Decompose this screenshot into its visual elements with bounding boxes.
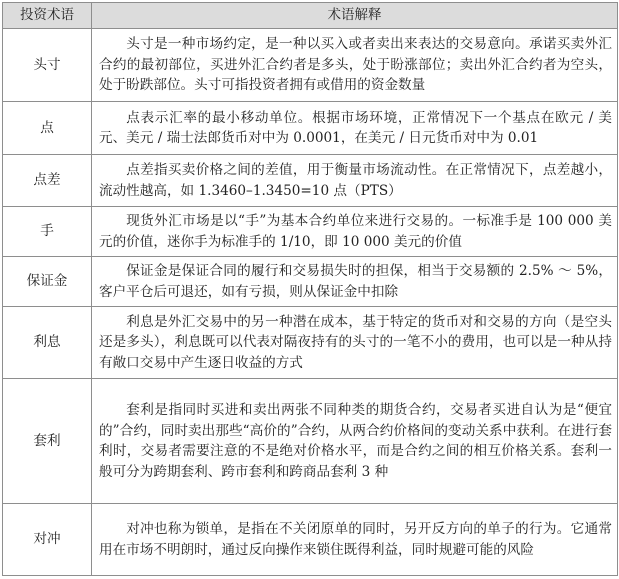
definition-text: 利息是外汇交易中的另一种潜在成本，基于特定的货币对和交易的方向（是空头还是多头），利息既可以代表对隔夜持有的头寸的一笔不小的费用，也可以是一种从持有敞口交易中产生逐日收益的方式 xyxy=(99,313,612,371)
definition-text: 现货外汇市场是以“手”为基本合约单位来进行交易的。一标准手是 100 000 美元的价值，迷你手为标准手的 1/10，即 10 000 美元的价值 xyxy=(99,213,612,250)
definition-text: 对冲也称为锁单，是指在不关闭原单的同时，另开反方向的单子的行为。它通常用在市场不明朗时，通过反向操作来锁住既得利益，同时规避可能的风险 xyxy=(99,521,612,558)
table-row xyxy=(3,257,618,307)
term-cell: 保证金 xyxy=(3,257,92,307)
table-row xyxy=(3,155,618,207)
table-row xyxy=(3,379,618,504)
glossary-table xyxy=(2,2,618,576)
term-cell: 手 xyxy=(3,207,92,257)
definition-text: 头寸是一种市场约定，是一种以买入或者卖出来表达的交易意向。承诺买卖外汇合约的最初部位，买进外汇合约者是多头，处于盼涨部位；卖出外汇合约者为空头，处于盼跌部位。头寸可指投资者拥有或借用的资金数量 xyxy=(99,36,612,94)
table-row xyxy=(3,102,618,155)
table-row xyxy=(3,207,618,257)
term-cell: 对冲 xyxy=(3,504,92,576)
table-header-row xyxy=(3,3,618,29)
definition-cell xyxy=(92,379,618,504)
definition-cell xyxy=(92,257,618,307)
column-header-term: 投资术语 xyxy=(3,3,92,29)
term-cell: 点 xyxy=(3,102,92,155)
definition-cell xyxy=(92,307,618,379)
definition-cell xyxy=(92,504,618,576)
table-row xyxy=(3,307,618,379)
definition-cell xyxy=(92,102,618,155)
table-row xyxy=(3,29,618,102)
definition-text: 点差指买卖价格之间的差值，用于衡量市场流动性。在正常情况下，点差越小，流动性越高，如 1.3460–1.3450=10 点（PTS） xyxy=(99,162,612,199)
term-cell: 头寸 xyxy=(3,29,92,102)
definition-cell xyxy=(92,29,618,102)
table-row xyxy=(3,504,618,576)
term-cell: 利息 xyxy=(3,307,92,379)
column-header-definition: 术语解释 xyxy=(92,3,618,29)
definition-text: 点表示汇率的最小移动单位。根据市场环境，正常情况下一个基点在欧元 / 美元、美元 / 瑞士法郎货币对中为 0.0001，在美元 / 日元货币对中为 0.01 xyxy=(99,109,612,146)
definition-cell xyxy=(92,207,618,257)
definition-text: 保证金是保证合同的履行和交易损失时的担保，相当于交易额的 2.5% ～ 5%，客户平仓后可退还，如有亏损，则从保证金中扣除 xyxy=(99,263,612,300)
term-cell: 点差 xyxy=(3,155,92,207)
definition-text: 套利是指同时买进和卖出两张不同种类的期货合约，交易者买进自认为是“便宜的”合约，同时卖出那些“高价的”合约，从两合约价格间的变动关系中获利。在进行套利时，交易者需要注意的不是绝对价格水平，而是合约之间的相互价格关系。套利一般可分为跨期套利、跨市套利和跨商品套利 3 种 xyxy=(99,402,612,480)
term-cell: 套利 xyxy=(3,379,92,504)
definition-cell xyxy=(92,155,618,207)
